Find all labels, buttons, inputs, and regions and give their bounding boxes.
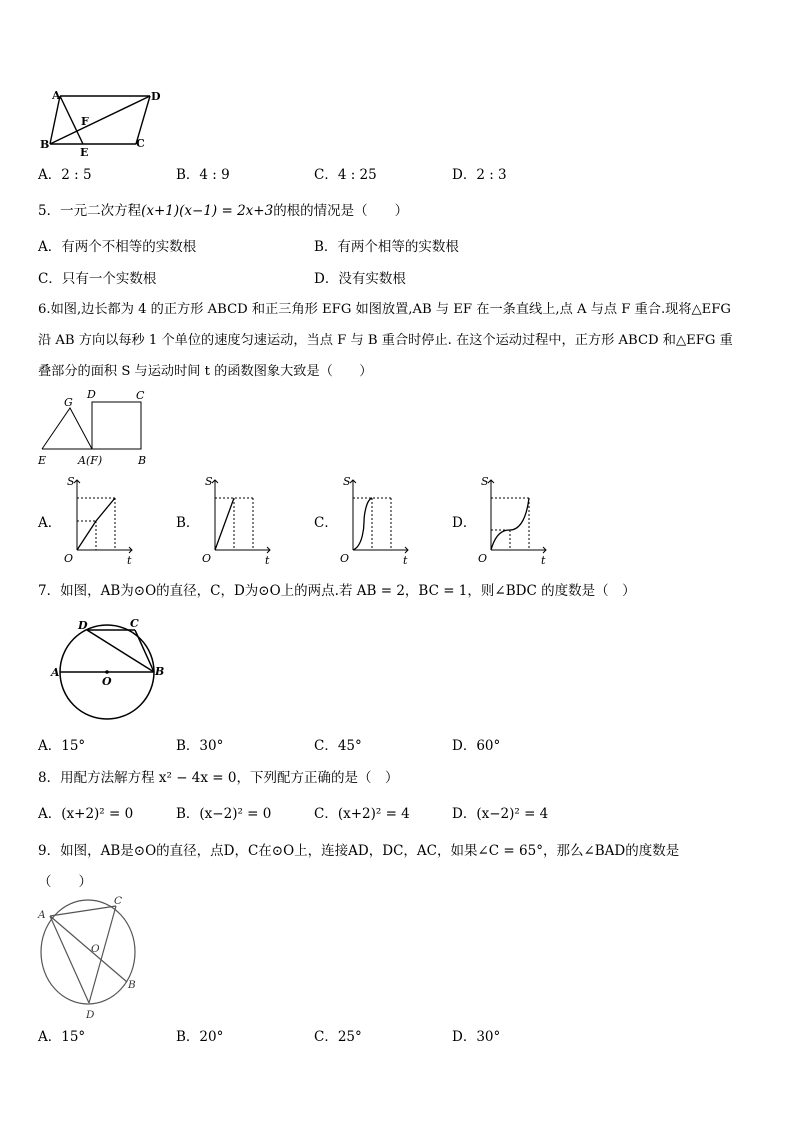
q4-option-c: C．4 : 25: [314, 167, 377, 183]
q9-label-d: D: [86, 1009, 95, 1021]
q6-label-af: A(F): [78, 454, 103, 467]
q9-option-d: D．30°: [452, 1029, 501, 1045]
q6-graph-b-t: t: [265, 554, 270, 566]
q9-label-a: A: [38, 909, 46, 921]
q8-option-b: B．(x−2)² = 0: [176, 806, 272, 822]
q5-option-a: A．有两个不相等的实数根: [38, 239, 197, 255]
q7-option-d: D．60°: [452, 738, 501, 754]
q4-label-d: D: [151, 90, 161, 103]
q9-circle-figure: [34, 896, 146, 1024]
q7-circle-figure: [50, 612, 175, 724]
q5-stem: [38, 202, 408, 220]
q6-label-e: E: [38, 454, 47, 467]
q6-graph-a: [60, 474, 140, 566]
q6-graph-d-s: S: [481, 475, 489, 488]
q5-stem-post: 的根的情况是（ ）: [273, 203, 409, 219]
q6-stem-line3: 叠部分的面积 S 与运动时间 t 的函数图象大致是（ ）: [38, 364, 373, 379]
q7-label-o: O: [102, 675, 112, 688]
q8-stem: 8．用配方法解方程 x² − 4x = 0，下列配方正确的是（ ）: [38, 770, 399, 786]
q4-label-f: F: [81, 115, 89, 128]
q4-option-b: B．4 : 9: [176, 167, 230, 183]
q6-triangle-square-figure: [36, 386, 161, 468]
q4-label-e: E: [80, 146, 89, 159]
q6-graph-b: [198, 474, 278, 566]
q6-option-b: B．: [176, 515, 200, 531]
q9-label-c: C: [114, 896, 123, 907]
q6-graph-c-o: O: [340, 552, 350, 565]
q9-option-c: C．25°: [314, 1029, 362, 1045]
q7-label-d: D: [78, 619, 88, 632]
q6-graph-b-o: O: [202, 552, 212, 565]
q6-graph-a-s: S: [67, 475, 75, 488]
q6-label-c: C: [136, 389, 145, 402]
q5-option-c: C．只有一个实数根: [38, 271, 157, 287]
q9-stem: 9．如图，AB是⊙O的直径，点D，C在⊙O上，连接AD，DC，AC，如果∠C = 65°，那么∠BAD的度数是: [38, 843, 680, 859]
q5-option-b: B．有两个相等的实数根: [314, 239, 459, 255]
q4-label-a: A: [52, 89, 61, 102]
q4-parallelogram-figure: [38, 88, 168, 160]
q6-label-g: G: [64, 396, 73, 409]
q7-option-a: A．15°: [38, 738, 86, 754]
q7-label-b: B: [155, 665, 165, 678]
q6-label-b: B: [138, 454, 147, 467]
q4-option-d: D．2 : 3: [452, 167, 507, 183]
q6-graph-d: [474, 474, 554, 566]
q6-stem-line1: 6.如图,边长都为 4 的正方形 ABCD 和正三角形 EFG 如图放置,AB 与 EF 在一条直线上,点 A 与点 F 重合.现将△EFG: [38, 302, 731, 317]
q5-equation: (x+1)(x−1) = 2x+3: [141, 203, 274, 219]
q6-graph-c-s: S: [343, 475, 351, 488]
q6-graph-c-t: t: [403, 554, 408, 566]
q9-label-o: O: [91, 943, 100, 955]
q5-stem-pre: 5．一元二次方程: [38, 203, 142, 219]
q6-option-d: D．: [452, 515, 477, 531]
q9-stem-bracket: （ ）: [38, 874, 92, 890]
q6-graph-c: [336, 474, 416, 566]
q6-graph-d-t: t: [541, 554, 546, 566]
q4-label-b: B: [40, 138, 50, 151]
q6-graph-a-o: O: [64, 552, 74, 565]
q6-option-a: A．: [38, 515, 62, 531]
q7-label-c: C: [130, 617, 139, 630]
q6-graph-d-o: O: [478, 552, 488, 565]
q9-option-b: B．20°: [176, 1029, 224, 1045]
q8-option-a: A．(x+2)² = 0: [38, 806, 134, 822]
q9-option-a: A．15°: [38, 1029, 86, 1045]
q6-option-c: C．: [314, 515, 338, 531]
q6-graph-b-s: S: [205, 475, 213, 488]
q8-option-c: C．(x+2)² = 4: [314, 806, 410, 822]
q7-stem: 7．如图，AB为⊙O的直径，C，D为⊙O上的两点.若 AB = 2，BC = 1，则∠BDC 的度数是（ ）: [38, 583, 636, 599]
q6-stem-line2: 沿 AB 方向以每秒 1 个单位的速度匀速运动，当点 F 与 B 重合时停止. 在这个运动过程中，正方形 ABCD 和△EFG 重: [38, 333, 733, 348]
q7-option-c: C．45°: [314, 738, 362, 754]
q5-option-d: D．没有实数根: [314, 271, 406, 287]
q4-option-a: A．2 : 5: [38, 167, 92, 183]
q8-option-d: D．(x−2)² = 4: [452, 806, 549, 822]
q6-label-d: D: [87, 388, 96, 401]
q6-graph-a-t: t: [127, 554, 132, 566]
q4-label-c: C: [136, 137, 145, 150]
q7-option-b: B．30°: [176, 738, 224, 754]
q9-label-b: B: [128, 979, 136, 991]
q7-label-a: A: [51, 666, 60, 679]
